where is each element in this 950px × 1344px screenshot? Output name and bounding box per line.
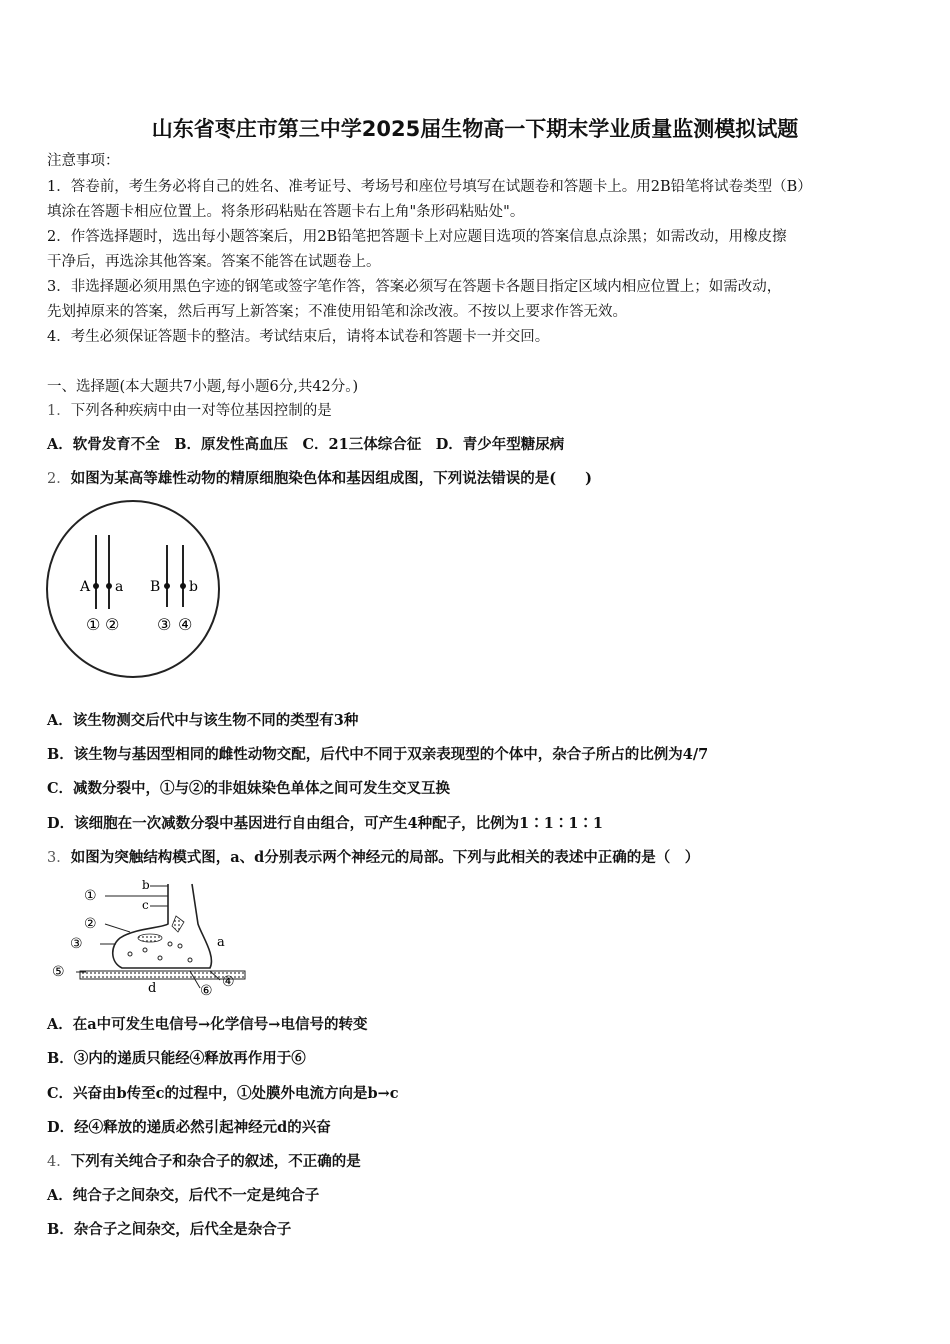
q2-option-a: A．该生物测交后代中与该生物不同的类型有3种 (47, 712, 359, 729)
gene-label-a: a (115, 579, 124, 595)
question-number: 4． (47, 1154, 71, 1170)
notice-line: 4．考生必须保证答题卡的整洁。考试结束后，请将本试卷和答题卡一并交回。 (47, 329, 550, 345)
question-stem: 下列各种疾病中由一对等位基因控制的是 (70, 403, 332, 419)
chromosome-number-3: ③ (157, 615, 172, 634)
gene-locus (164, 583, 170, 589)
chromosome-number-1: ① (86, 615, 101, 634)
notice-line: 1．答卷前，考生务必将自己的姓名、准考证号、考场号和座位号填写在试题卷和答题卡上。用2B铅笔将试卷类型（B） (47, 179, 812, 195)
postsynaptic-membrane (80, 971, 245, 979)
page-title: 山东省枣庄市第三中学2025届生物高一下期末学业质量监测模拟试题 (151, 117, 799, 141)
q4-option-b: B．杂合子之间杂交，后代全是杂合子 (47, 1221, 292, 1238)
gene-label-B: B (150, 579, 161, 595)
question-number: 3． (47, 850, 71, 866)
gene-locus (93, 583, 99, 589)
vesicle (168, 942, 172, 946)
chromosome-number-2: ② (105, 615, 120, 634)
label-c: c (142, 898, 149, 912)
gene-locus (180, 583, 186, 589)
notice-line: 3．非选择题必须用黑色字迹的钢笔或签字笔作答，答案必须写在答题卡各题目指定区域内相应位置上；如需改动， (47, 279, 782, 295)
label-6: ⑥ (200, 983, 213, 999)
notice-line: 先划掉原来的答案，然后再写上新答案；不准使用铅笔和涂改液。不按以上要求作答无效。 (47, 304, 627, 320)
question-stem: 如图为突触结构模式图，a、d分别表示两个神经元的局部。下列与此相关的表述中正确的是（ ） (70, 849, 700, 866)
q2-option-b: B．该生物与基因型相同的雌性动物交配，后代中不同于双亲表现型的个体中，杂合子所占的比例为4/7 (47, 746, 709, 763)
q3-option-b: B．③内的递质只能经④释放再作用于⑥ (47, 1050, 306, 1067)
label-3: ③ (70, 936, 83, 952)
gene-label-A: A (80, 579, 91, 595)
axon-terminal (113, 884, 212, 968)
notice-line: 2．作答选择题时，选出每小题答案后，用2B铅笔把答题卡上对应题目选项的答案信息点涂黑；如需改动，用橡皮擦 (47, 229, 787, 245)
label-5: ⑤ (52, 964, 65, 980)
q2-option-d: D．该细胞在一次减数分裂中基因进行自由组合，可产生4种配子，比例为1∶1∶1∶1 (47, 815, 604, 832)
question-2 (47, 469, 592, 489)
label-a: a (217, 935, 225, 950)
question-1 (47, 401, 332, 421)
q3-option-d: D．经④释放的递质必然引起神经元d的兴奋 (47, 1119, 331, 1136)
mitochondria (138, 934, 162, 942)
vesicle (128, 952, 132, 956)
vesicle (188, 958, 192, 962)
question-3 (47, 848, 699, 868)
question-stem: 下列有关纯合子和杂合子的叙述，不正确的是 (70, 1153, 361, 1170)
notice-line: 干净后，再选涂其他答案。答案不能答在试题卷上。 (47, 254, 381, 270)
vesicle (143, 948, 147, 952)
vesicle (158, 956, 162, 960)
question-number: 2． (47, 471, 71, 487)
synapse-figure (50, 876, 255, 1001)
chromosome-number-4: ④ (178, 615, 193, 634)
notice-line: 填涂在答题卡相应位置上。将条形码粘贴在答题卡右上角"条形码粘贴处"。 (47, 204, 525, 220)
label-1: ① (84, 888, 97, 904)
gene-label-b: b (189, 579, 198, 595)
label-b: b (142, 878, 150, 892)
question-stem: 如图为某高等雄性动物的精原细胞染色体和基因组成图，下列说法错误的是( ) (70, 470, 592, 487)
section-heading: 一、选择题(本大题共7小题,每小题6分,共42分。) (47, 379, 359, 395)
question-4 (47, 1152, 361, 1172)
label-2: ② (84, 916, 97, 932)
label-d: d (148, 981, 157, 996)
chromosome-cell-figure (45, 497, 225, 682)
vesicle (178, 944, 182, 948)
mitochondria (172, 916, 184, 932)
q1-options: A．软骨发育不全 B．原发性高血压 C．21三体综合征 D．青少年型糖尿病 (47, 436, 565, 453)
q3-option-a: A．在a中可发生电信号→化学信号→电信号的转变 (47, 1016, 368, 1033)
q2-option-c: C．减数分裂中，①与②的非姐妹染色单体之间可发生交叉互换 (47, 780, 451, 797)
q3-option-c: C．兴奋由b传至c的过程中，①处膜外电流方向是b→c (47, 1085, 399, 1102)
gene-locus (106, 583, 112, 589)
notice-heading: 注意事项： (47, 153, 120, 169)
label-line (105, 924, 130, 932)
q4-option-a: A．纯合子之间杂交，后代不一定是纯合子 (47, 1187, 320, 1204)
question-number: 1． (47, 403, 71, 419)
label-4: ④ (222, 974, 235, 990)
